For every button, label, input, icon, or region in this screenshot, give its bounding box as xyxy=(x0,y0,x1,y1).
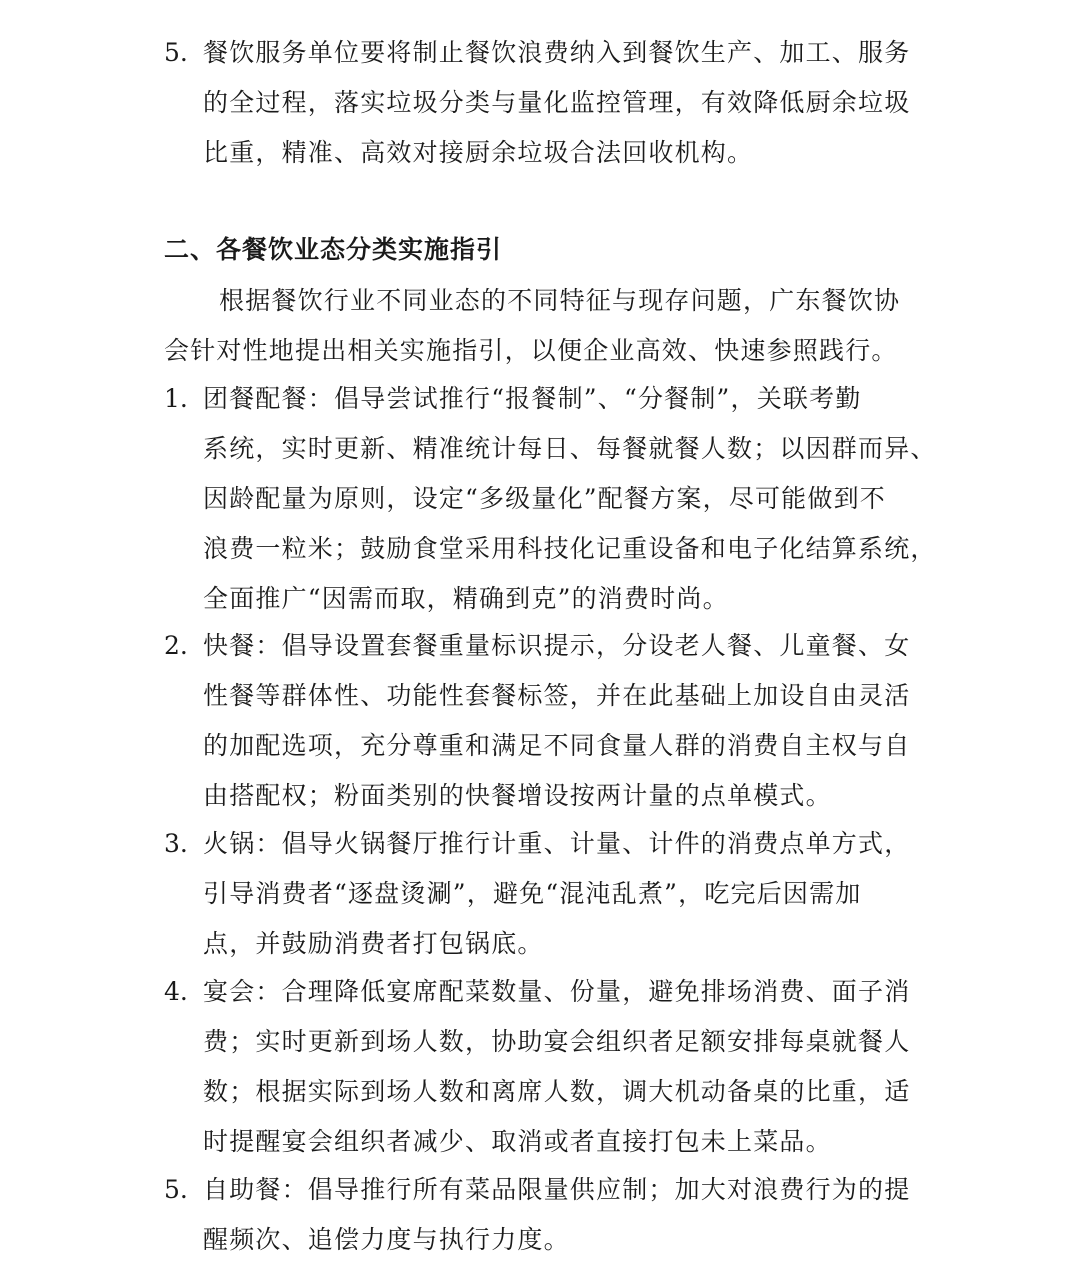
text-line: 时提醒宴会组织者减少、取消或者直接打包未上菜品。 xyxy=(203,1127,832,1156)
list-item-text xyxy=(203,967,943,1167)
text-line: 会针对性地提出相关实施指引，以便企业高效、快速参照践行。 xyxy=(164,336,898,365)
list-item-text xyxy=(203,819,943,969)
text-line: 引导消费者“逐盘烫涮”，避免“混沌乱煮”，吃完后因需加 xyxy=(203,879,862,908)
list-item-text xyxy=(203,621,943,821)
list-item-number: 1. xyxy=(164,384,188,413)
text-line: 系统，实时更新、精准统计每日、每餐就餐人数；以因群而异、 xyxy=(203,434,937,463)
text-line: 餐饮服务单位要将制止餐饮浪费纳入到餐饮生产、加工、服务 xyxy=(203,38,911,67)
text-line: 点，并鼓励消费者打包锅底。 xyxy=(203,929,544,958)
text-line: 费；实时更新到场人数，协助宴会组织者足额安排每桌就餐人 xyxy=(203,1027,911,1056)
text-line: 由搭配权；粉面类别的快餐增设按两计量的点单模式。 xyxy=(203,781,832,810)
list-item-text xyxy=(203,28,943,178)
list-item-number: 2. xyxy=(164,631,188,660)
text-line: 火锅：倡导火锅餐厅推行计重、计量、计件的消费点单方式， xyxy=(203,829,911,858)
text-line: 自助餐：倡导推行所有菜品限量供应制；加大对浪费行为的提 xyxy=(203,1175,911,1204)
text-line: 比重，精准、高效对接厨余垃圾合法回收机构。 xyxy=(203,138,754,167)
list-item-number: 5. xyxy=(164,38,188,67)
text-line: 浪费一粒米；鼓励食堂采用科技化记重设备和电子化结算系统， xyxy=(203,534,937,563)
text-line: 宴会：合理降低宴席配菜数量、份量，避免排场消费、面子消 xyxy=(203,977,911,1006)
text-line: 的全过程，落实垃圾分类与量化监控管理，有效降低厨余垃圾 xyxy=(203,88,911,117)
list-item-number: 5. xyxy=(164,1175,188,1204)
list-item-number: 4. xyxy=(164,977,188,1006)
text-line: 的加配选项，充分尊重和满足不同食量人群的消费自主权与自 xyxy=(203,731,911,760)
text-line: 因龄配量为原则，设定“多级量化”配餐方案，尽可能做到不 xyxy=(203,484,886,513)
list-item-text xyxy=(203,374,943,624)
text-line: 快餐：倡导设置套餐重量标识提示，分设老人餐、儿童餐、女 xyxy=(203,631,911,660)
list-item-text xyxy=(203,1165,943,1265)
text-line: 团餐配餐：倡导尝试推行“报餐制”、“分餐制”，关联考勤 xyxy=(203,384,862,413)
text-line: 全面推广“因需而取，精确到克”的消费时尚。 xyxy=(203,584,729,613)
intro-paragraph xyxy=(164,276,944,376)
section-heading: 二、各餐饮业态分类实施指引 xyxy=(164,235,503,264)
text-line: 根据餐饮行业不同业态的不同特征与现存问题，广东餐饮协 xyxy=(219,286,901,315)
list-item-number: 3. xyxy=(164,829,188,858)
text-line: 性餐等群体性、功能性套餐标签，并在此基础上加设自由灵活 xyxy=(203,681,911,710)
text-line: 醒频次、追偿力度与执行力度。 xyxy=(203,1225,570,1254)
text-line: 数；根据实际到场人数和离席人数，调大机动备桌的比重，适 xyxy=(203,1077,911,1106)
